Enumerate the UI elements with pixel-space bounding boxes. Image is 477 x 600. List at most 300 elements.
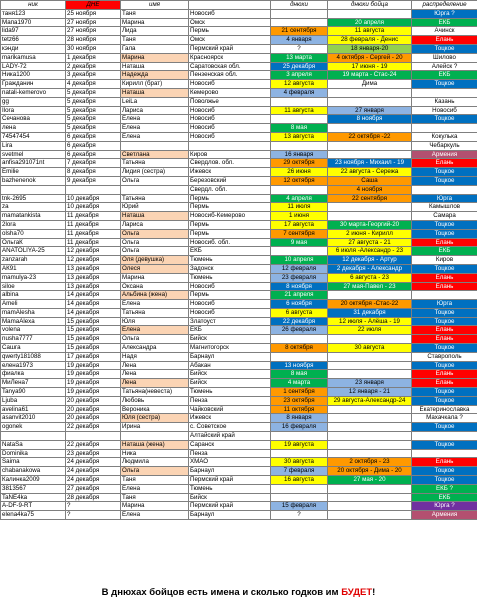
name-cell[interactable]: Лидия (сестра) [121, 168, 189, 177]
birthday-date-cell[interactable]: 12 февраля [271, 264, 328, 273]
birthday-date-cell[interactable]: 16 августа [271, 476, 328, 485]
distribution-cell[interactable]: Алейск ? [412, 62, 477, 71]
soldier-birthday-cell[interactable]: 31 декабря [328, 308, 412, 317]
distribution-cell[interactable]: Казань [412, 97, 477, 106]
region-cell[interactable]: Березовский [189, 176, 271, 185]
soldier-birthday-cell[interactable]: Саша [328, 176, 412, 185]
distribution-cell[interactable]: Юрга ? [412, 9, 477, 18]
region-cell[interactable]: Пермь [189, 220, 271, 229]
nick-cell[interactable]: кэнди [1, 44, 66, 53]
header-date[interactable]: ДНЕ [66, 1, 121, 10]
distribution-cell[interactable]: Тоцкое [412, 220, 477, 229]
birthday-date-cell[interactable]: 29 октября [271, 159, 328, 168]
name-cell[interactable]: Таня [121, 476, 189, 485]
distribution-cell[interactable]: Тоцкое [412, 440, 477, 449]
soldier-birthday-cell[interactable] [328, 124, 412, 133]
distribution-cell[interactable] [412, 432, 477, 441]
soldier-birthday-cell[interactable]: 12 января - 21 [328, 388, 412, 397]
birthday-cell[interactable]: 4 декабря [66, 80, 121, 89]
soldier-birthday-cell[interactable] [328, 361, 412, 370]
name-cell[interactable] [121, 141, 189, 150]
nick-cell[interactable]: qwerty181088 [1, 352, 66, 361]
birthday-cell[interactable]: 7 декабря [66, 159, 121, 168]
name-cell[interactable]: Елена [121, 511, 189, 520]
birthday-date-cell[interactable]: 16 февраля [271, 423, 328, 432]
soldier-birthday-cell[interactable]: 8 ноября [328, 115, 412, 124]
distribution-cell[interactable]: Елань [412, 282, 477, 291]
nick-cell[interactable]: Lira [1, 141, 66, 150]
birthday-cell[interactable]: 20 декабря [66, 414, 121, 423]
birthday-date-cell[interactable] [271, 115, 328, 124]
distribution-cell[interactable]: Тоцкое [412, 476, 477, 485]
region-cell[interactable]: Барнаул [189, 352, 271, 361]
region-cell[interactable]: Пермский край [189, 44, 271, 53]
region-cell[interactable]: Тюмень [189, 388, 271, 397]
region-cell[interactable]: Саратовская обл. [189, 62, 271, 71]
name-cell[interactable]: Ольга [121, 176, 189, 185]
name-cell[interactable]: Марина [121, 18, 189, 27]
region-cell[interactable]: Красноярск [189, 53, 271, 62]
distribution-cell[interactable]: ЕКБ [412, 493, 477, 502]
name-cell[interactable]: Татьяна [121, 159, 189, 168]
birthday-date-cell[interactable]: 1 сентября [271, 388, 328, 397]
name-cell[interactable]: Наташа [121, 88, 189, 97]
birthday-date-cell[interactable]: 10 апреля [271, 256, 328, 265]
birthday-cell[interactable]: 27 декабря [66, 484, 121, 493]
name-cell[interactable]: Александра [121, 344, 189, 353]
soldier-birthday-cell[interactable]: 23 ноября - Михаил - 19 [328, 159, 412, 168]
name-cell[interactable]: Ольга [121, 247, 189, 256]
birthday-date-cell[interactable]: 9 мая [271, 238, 328, 247]
nick-cell[interactable]: Ilora [1, 106, 66, 115]
name-cell[interactable]: Ольга [121, 229, 189, 238]
nick-cell[interactable]: Tanya90 [1, 388, 66, 397]
soldier-birthday-cell[interactable]: 28 февраля - Денис [328, 36, 412, 45]
nick-cell[interactable]: фиалка [1, 370, 66, 379]
name-cell[interactable]: Наташа (жена) [121, 440, 189, 449]
birthday-date-cell[interactable] [271, 432, 328, 441]
birthday-cell[interactable]: 23 декабря [66, 449, 121, 458]
birthday-date-cell[interactable]: 11 августа [271, 106, 328, 115]
birthday-cell[interactable]: 27 ноября [66, 27, 121, 36]
region-cell[interactable]: Ижевск [189, 414, 271, 423]
birthday-date-cell[interactable]: 17 августа [271, 220, 328, 229]
nick-cell[interactable]: avelina61 [1, 405, 66, 414]
distribution-cell[interactable] [412, 185, 477, 194]
soldier-birthday-cell[interactable]: 30 марта-Георгий-20 [328, 220, 412, 229]
soldier-birthday-cell[interactable]: 20 октября - Дима - 20 [328, 467, 412, 476]
birthday-cell[interactable]: 3 декабря [66, 71, 121, 80]
soldier-birthday-cell[interactable] [328, 405, 412, 414]
soldier-birthday-cell[interactable] [328, 511, 412, 520]
birthday-cell[interactable]: 22 декабря [66, 440, 121, 449]
distribution-cell[interactable]: Елань [412, 379, 477, 388]
name-cell[interactable]: Марина [121, 53, 189, 62]
birthday-date-cell[interactable]: 13 марта [271, 53, 328, 62]
soldier-birthday-cell[interactable] [328, 203, 412, 212]
soldier-birthday-cell[interactable]: 4 ноября [328, 185, 412, 194]
distribution-cell[interactable]: Новосиб [412, 106, 477, 115]
birthday-date-cell[interactable]: 8 ноября [271, 282, 328, 291]
soldier-birthday-cell[interactable] [328, 493, 412, 502]
soldier-birthday-cell[interactable]: 30 августа [328, 344, 412, 353]
region-cell[interactable]: Поволжье [189, 97, 271, 106]
birthday-date-cell[interactable]: 13 августа [271, 132, 328, 141]
region-cell[interactable]: Свердлов. обл. [189, 159, 271, 168]
birthday-date-cell[interactable] [271, 247, 328, 256]
nick-cell[interactable]: mamatankista [1, 212, 66, 221]
nick-cell[interactable]: Ameli [1, 300, 66, 309]
distribution-cell[interactable]: Тоцкое [412, 396, 477, 405]
name-cell[interactable]: Альбина (жена) [121, 291, 189, 300]
region-cell[interactable]: ЕКБ [189, 247, 271, 256]
region-cell[interactable]: Новосиб-Кемерово [189, 212, 271, 221]
nick-cell[interactable]: 74547454 [1, 132, 66, 141]
birthday-date-cell[interactable] [271, 18, 328, 27]
birthday-cell[interactable]: 17 декабря [66, 352, 121, 361]
birthday-date-cell[interactable]: 23 октября [271, 396, 328, 405]
birthday-date-cell[interactable]: 4 января [271, 36, 328, 45]
name-cell[interactable]: Ника [121, 449, 189, 458]
distribution-cell[interactable]: Юрга ? [412, 502, 477, 511]
birthday-cell[interactable]: 25 ноября [66, 9, 121, 18]
region-cell[interactable]: Тюмень [189, 484, 271, 493]
region-cell[interactable]: Саранск [189, 440, 271, 449]
header-name[interactable]: имя [121, 1, 189, 10]
distribution-cell[interactable]: Тоцкое [412, 423, 477, 432]
birthday-cell[interactable]: 28 ноября [66, 36, 121, 45]
soldier-birthday-cell[interactable]: 6 июля -Александр - 23 [328, 247, 412, 256]
soldier-birthday-cell[interactable] [328, 370, 412, 379]
nick-cell[interactable]: elena4ka75 [1, 511, 66, 520]
name-cell[interactable]: Марина [121, 502, 189, 511]
birthday-cell[interactable]: 6 декабря [66, 132, 121, 141]
name-cell[interactable]: Надежда [121, 71, 189, 80]
birthday-date-cell[interactable]: 21 сентября [271, 27, 328, 36]
region-cell[interactable]: Свердл. обл. [189, 185, 271, 194]
nick-cell[interactable]: tnk-2695 [1, 194, 66, 203]
distribution-cell[interactable] [412, 291, 477, 300]
name-cell[interactable]: Лена [121, 370, 189, 379]
nick-cell[interactable]: TaNE4ka [1, 493, 66, 502]
nick-cell[interactable]: lida97 [1, 27, 66, 36]
nick-cell[interactable]: mamulya-23 [1, 273, 66, 282]
name-cell[interactable]: Наташа [121, 212, 189, 221]
birthday-date-cell[interactable]: 11 июля [271, 203, 328, 212]
soldier-birthday-cell[interactable] [328, 291, 412, 300]
distribution-cell[interactable]: Елань [412, 326, 477, 335]
distribution-cell[interactable]: Ставрополь [412, 352, 477, 361]
name-cell[interactable]: Наташа [121, 62, 189, 71]
nick-cell[interactable]: mamAlesha [1, 308, 66, 317]
soldier-birthday-cell[interactable]: 27 мая-Павел - 23 [328, 282, 412, 291]
nick-cell[interactable]: елена1973 [1, 361, 66, 370]
birthday-date-cell[interactable]: ? [271, 511, 328, 520]
nick-cell[interactable]: siloe [1, 282, 66, 291]
birthday-cell[interactable]: ? [66, 502, 121, 511]
region-cell[interactable]: Кемерово [189, 88, 271, 97]
birthday-date-cell[interactable] [271, 449, 328, 458]
distribution-cell[interactable]: Тоцкое [412, 344, 477, 353]
birthday-cell[interactable]: 22 декабря [66, 423, 121, 432]
name-cell[interactable]: Гала [121, 44, 189, 53]
region-cell[interactable]: Новосиб [189, 282, 271, 291]
soldier-birthday-cell[interactable] [328, 352, 412, 361]
soldier-birthday-cell[interactable]: 2 октября - 23 [328, 458, 412, 467]
name-cell[interactable]: Таня [121, 493, 189, 502]
name-cell[interactable]: Ольга [121, 238, 189, 247]
region-cell[interactable]: Пермь [189, 291, 271, 300]
name-cell[interactable]: Светлана [121, 150, 189, 159]
nick-cell[interactable]: таня123 [1, 9, 66, 18]
birthday-cell[interactable]: 15 декабря [66, 344, 121, 353]
header-nick[interactable]: ник [1, 1, 66, 10]
name-cell[interactable]: Юрий [121, 203, 189, 212]
region-cell[interactable]: Пермь [189, 229, 271, 238]
distribution-cell[interactable] [412, 88, 477, 97]
header-distribution[interactable]: распределение [412, 1, 477, 10]
birthday-date-cell[interactable]: 6 ноября [271, 300, 328, 309]
header-birthdays[interactable]: днюхи [271, 1, 328, 10]
birthday-cell[interactable]: 5 декабря [66, 88, 121, 97]
header-soldier-birthdays[interactable]: днюхи бойца [328, 1, 412, 10]
birthday-date-cell[interactable]: 30 августа [271, 458, 328, 467]
birthday-cell[interactable]: 15 декабря [66, 335, 121, 344]
nick-cell[interactable] [1, 185, 66, 194]
distribution-cell[interactable]: ЕКБ [412, 247, 477, 256]
soldier-birthday-cell[interactable]: 17 июня - 19 [328, 62, 412, 71]
distribution-cell[interactable]: Армения [412, 150, 477, 159]
birthday-cell[interactable]: 6 декабря [66, 150, 121, 159]
region-cell[interactable]: Пермский край [189, 476, 271, 485]
soldier-birthday-cell[interactable]: 22 августа - Сережа [328, 168, 412, 177]
region-cell[interactable]: Бийск [189, 335, 271, 344]
distribution-cell[interactable]: Юрга [412, 194, 477, 203]
birthday-date-cell[interactable]: 4 апреля [271, 194, 328, 203]
birthday-cell[interactable]: 5 декабря [66, 106, 121, 115]
distribution-cell[interactable]: Екатеринославка [412, 405, 477, 414]
name-cell[interactable]: LeiLa [121, 97, 189, 106]
region-cell[interactable]: Киров [189, 150, 271, 159]
soldier-birthday-cell[interactable]: 6 августа - 23 [328, 273, 412, 282]
distribution-cell[interactable]: Елань [412, 273, 477, 282]
birthday-cell[interactable]: 24 декабря [66, 476, 121, 485]
nick-cell[interactable]: Dominika [1, 449, 66, 458]
birthday-date-cell[interactable]: 7 сентября [271, 229, 328, 238]
region-cell[interactable]: с. Советское [189, 423, 271, 432]
nick-cell[interactable]: volena [1, 326, 66, 335]
birthday-cell[interactable]: 10 декабря [66, 194, 121, 203]
soldier-birthday-cell[interactable]: 2 декабря - Александр [328, 264, 412, 273]
birthday-date-cell[interactable]: 19 августа [271, 440, 328, 449]
distribution-cell[interactable]: Самара [412, 212, 477, 221]
region-cell[interactable]: Барнаул [189, 511, 271, 520]
birthday-cell[interactable]: 20 декабря [66, 396, 121, 405]
nick-cell[interactable]: natali-kemerovo [1, 88, 66, 97]
region-cell[interactable]: Новосиб [189, 80, 271, 89]
birthday-cell[interactable]: 19 декабря [66, 370, 121, 379]
soldier-birthday-cell[interactable]: 20 октября -Стас-22 [328, 300, 412, 309]
name-cell[interactable]: Елена [121, 132, 189, 141]
name-cell[interactable]: Ирина [121, 423, 189, 432]
name-cell[interactable] [121, 185, 189, 194]
birthday-cell[interactable]: 24 декабря [66, 458, 121, 467]
birthday-cell[interactable]: 15 декабря [66, 326, 121, 335]
birthday-date-cell[interactable]: 25 декабря [271, 62, 328, 71]
region-cell[interactable]: Новосиб. обл. [189, 238, 271, 247]
region-cell[interactable]: Бийск [189, 493, 271, 502]
name-cell[interactable]: Людмила [121, 458, 189, 467]
birthday-cell[interactable]: 14 декабря [66, 300, 121, 309]
birthday-date-cell[interactable]: 12 октября [271, 176, 328, 185]
soldier-birthday-cell[interactable]: 22 июля [328, 326, 412, 335]
birthday-cell[interactable] [66, 432, 121, 441]
birthday-cell[interactable]: 19 декабря [66, 361, 121, 370]
soldier-birthday-cell[interactable] [328, 414, 412, 423]
birthday-cell[interactable]: 28 декабря [66, 493, 121, 502]
soldier-birthday-cell[interactable]: 19 марта - Стас-24 [328, 71, 412, 80]
distribution-cell[interactable]: Камышлов [412, 203, 477, 212]
region-cell[interactable]: Новосиб [189, 308, 271, 317]
soldier-birthday-cell[interactable]: Дима [328, 80, 412, 89]
nick-cell[interactable]: Сашга [1, 344, 66, 353]
distribution-cell[interactable]: Тоцкое [412, 317, 477, 326]
region-cell[interactable]: ЕКБ [189, 326, 271, 335]
nick-cell[interactable]: zanzarah [1, 256, 66, 265]
nick-cell[interactable]: Ника1200 [1, 71, 66, 80]
distribution-cell[interactable]: Тоцкое [412, 388, 477, 397]
region-cell[interactable]: Пермский край [189, 502, 271, 511]
birthday-date-cell[interactable]: 8 мая [271, 370, 328, 379]
nick-cell[interactable]: NataSa [1, 440, 66, 449]
region-cell[interactable]: Новосиб [189, 300, 271, 309]
birthday-date-cell[interactable]: 3 апреля [271, 71, 328, 80]
name-cell[interactable]: Лариса [121, 220, 189, 229]
name-cell[interactable]: Елена [121, 484, 189, 493]
birthday-cell[interactable] [66, 185, 121, 194]
distribution-cell[interactable]: Армения [412, 511, 477, 520]
birthday-date-cell[interactable]: 8 мая [271, 124, 328, 133]
distribution-cell[interactable]: ЕКБ [412, 18, 477, 27]
region-cell[interactable]: Тюмень [189, 273, 271, 282]
birthday-cell[interactable]: 27 ноября [66, 18, 121, 27]
birthday-date-cell[interactable]: 8 января [271, 414, 328, 423]
name-cell[interactable]: Надя [121, 352, 189, 361]
birthday-cell[interactable]: 1 декабря [66, 53, 121, 62]
soldier-birthday-cell[interactable] [328, 150, 412, 159]
nick-cell[interactable]: лена [1, 124, 66, 133]
birthday-cell[interactable]: 5 декабря [66, 115, 121, 124]
soldier-birthday-cell[interactable]: 29 августа-Александр-24 [328, 396, 412, 405]
soldier-birthday-cell[interactable]: 27 мая - 20 [328, 476, 412, 485]
birthday-cell[interactable]: 14 декабря [66, 291, 121, 300]
region-cell[interactable]: Омск [189, 18, 271, 27]
distribution-cell[interactable]: Тоцкое [412, 308, 477, 317]
birthday-date-cell[interactable] [271, 9, 328, 18]
nick-cell[interactable]: LADY-72 [1, 62, 66, 71]
distribution-cell[interactable]: ЕКБ ? [412, 484, 477, 493]
nick-cell[interactable]: gg [1, 97, 66, 106]
birthday-date-cell[interactable]: ? [271, 44, 328, 53]
nick-cell[interactable] [1, 432, 66, 441]
distribution-cell[interactable]: Кокулька [412, 132, 477, 141]
birthday-cell[interactable]: 5 декабря [66, 97, 121, 106]
region-cell[interactable]: Барнаул [189, 467, 271, 476]
name-cell[interactable]: Юля (сестра) [121, 414, 189, 423]
name-cell[interactable]: Любовь [121, 396, 189, 405]
birthday-cell[interactable]: 6 декабря [66, 141, 121, 150]
nick-cell[interactable]: Гражданин [1, 80, 66, 89]
distribution-cell[interactable]: Чебаркуль [412, 141, 477, 150]
birthday-cell[interactable]: 11 декабря [66, 220, 121, 229]
soldier-birthday-cell[interactable]: 23 января [328, 379, 412, 388]
birthday-date-cell[interactable]: 7 февраля [271, 467, 328, 476]
birthday-date-cell[interactable]: 21 апреля [271, 291, 328, 300]
name-cell[interactable]: Елена [121, 300, 189, 309]
region-cell[interactable]: Новосиб [189, 106, 271, 115]
region-cell[interactable]: Алтайский край [189, 432, 271, 441]
name-cell[interactable]: Лида [121, 27, 189, 36]
region-cell[interactable]: Пензенская обл. [189, 71, 271, 80]
name-cell[interactable]: Елена [121, 124, 189, 133]
soldier-birthday-cell[interactable]: 27 января [328, 106, 412, 115]
birthday-date-cell[interactable]: 16 января [271, 150, 328, 159]
nick-cell[interactable]: svetmel [1, 150, 66, 159]
region-cell[interactable]: Пермь [189, 27, 271, 36]
region-cell[interactable]: Абакан [189, 361, 271, 370]
birthday-date-cell[interactable]: 22 декабря [271, 317, 328, 326]
birthday-date-cell[interactable]: 1 июня [271, 212, 328, 221]
nick-cell[interactable]: Emilie [1, 168, 66, 177]
region-cell[interactable]: Новосиб [189, 115, 271, 124]
region-cell[interactable]: Новосиб [189, 132, 271, 141]
soldier-birthday-cell[interactable] [328, 88, 412, 97]
birthday-cell[interactable]: 24 декабря [66, 467, 121, 476]
nick-cell[interactable]: Saima [1, 458, 66, 467]
birthday-cell[interactable]: 11 декабря [66, 238, 121, 247]
header-region[interactable] [189, 1, 271, 10]
nick-cell[interactable]: Ljuba [1, 396, 66, 405]
birthday-date-cell[interactable] [271, 141, 328, 150]
name-cell[interactable]: Татьяна [121, 194, 189, 203]
nick-cell[interactable]: Мапа1970 [1, 18, 66, 27]
region-cell[interactable]: Златоуст [189, 317, 271, 326]
birthday-date-cell[interactable]: 13 ноября [271, 361, 328, 370]
birthday-cell[interactable]: 11 декабря [66, 229, 121, 238]
region-cell[interactable]: Бийск [189, 370, 271, 379]
nick-cell[interactable]: Сечанова [1, 115, 66, 124]
soldier-birthday-cell[interactable]: 20 апреля [328, 18, 412, 27]
soldier-birthday-cell[interactable]: 22 сентября [328, 194, 412, 203]
soldier-birthday-cell[interactable] [328, 9, 412, 18]
birthday-date-cell[interactable]: 8 октября [271, 344, 328, 353]
birthday-date-cell[interactable] [271, 352, 328, 361]
region-cell[interactable]: ХМАО [189, 458, 271, 467]
soldier-birthday-cell[interactable]: 2 июня - Кирилл [328, 229, 412, 238]
distribution-cell[interactable]: Тоцкое [412, 168, 477, 177]
birthday-date-cell[interactable] [271, 493, 328, 502]
soldier-birthday-cell[interactable] [328, 335, 412, 344]
region-cell[interactable]: Омск [189, 36, 271, 45]
name-cell[interactable]: Лариса [121, 106, 189, 115]
soldier-birthday-cell[interactable]: 22 октября -22 [328, 132, 412, 141]
birthday-date-cell[interactable]: 6 августа [271, 308, 328, 317]
name-cell[interactable]: Татьяна [121, 308, 189, 317]
name-cell[interactable] [121, 432, 189, 441]
nick-cell[interactable]: marikamusa [1, 53, 66, 62]
distribution-cell[interactable] [412, 449, 477, 458]
nick-cell[interactable]: 2lora [1, 220, 66, 229]
